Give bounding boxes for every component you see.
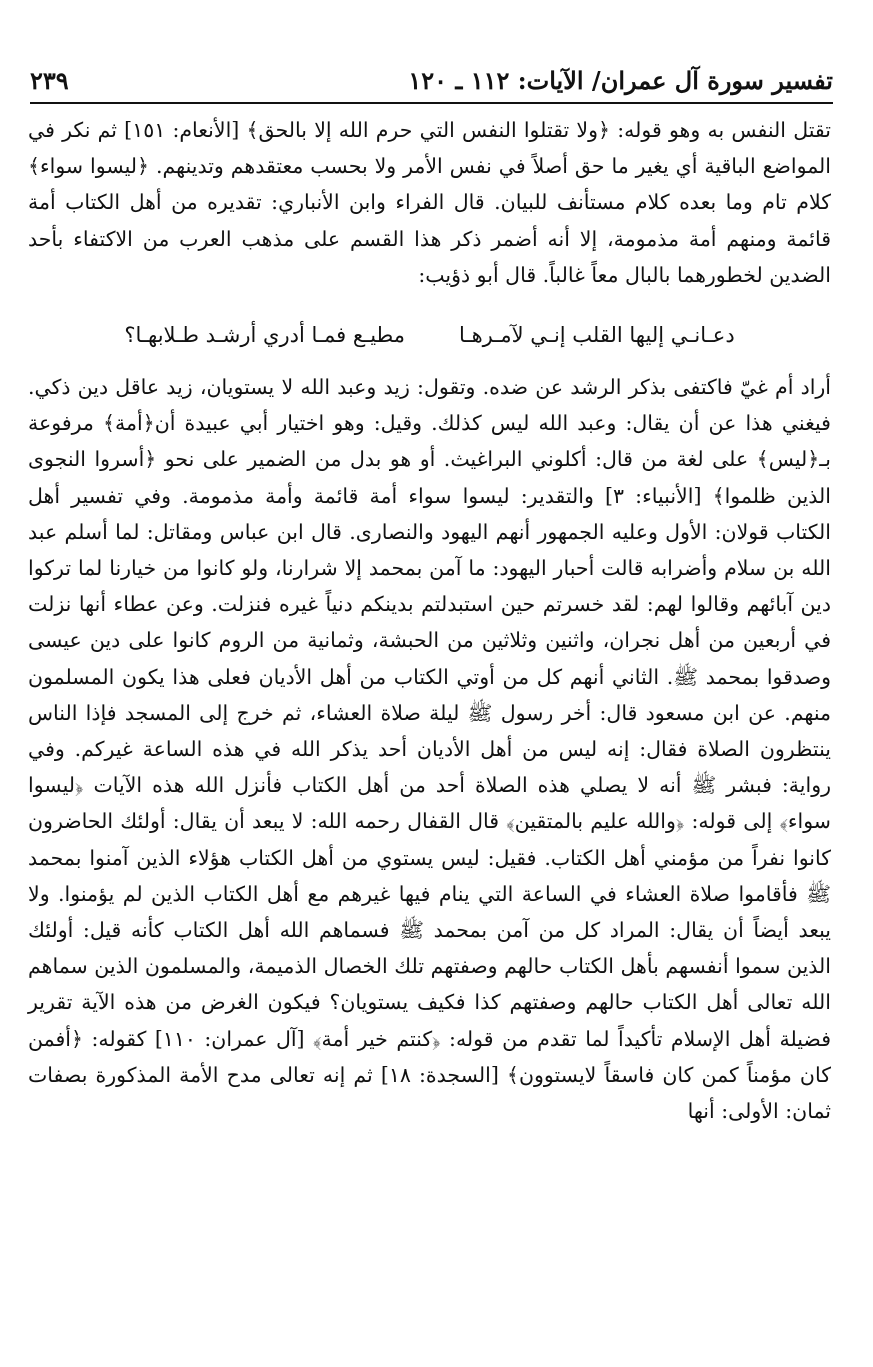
- poetry-verse: [28, 311, 831, 359]
- verse-hemistich-second: مطيـع فمـا أدري أرشـد طـلابهـا؟: [124, 322, 406, 347]
- page-number: ٢٣٩: [30, 65, 69, 95]
- paragraph-2: أراد أم غيّ فاكتفى بذكر الرشد عن ضده. وتقول: زيد وعبد الله لا يستويان، زيد عاقل دين ذكي. فيغني هذا عن أن يقال: وعبد الله ليس كذلك. وقيل: وهو اختيار أبي عبيدة أن﴿أمة﴾ مرفوعة بـ﴿ليس﴾ على لغة من قال: أكلوني البراغيث. أو هو بدل من الضمير على نحو ﴿أسروا النجوى الذين ظلموا﴾ [الأنبياء: ٣] والتقدير: ليسوا سواء أمة قائمة وأمة مذمومة. وفي تفسير أهل الكتاب قولان: الأول وعليه الجمهور أنهم اليهود والنصارى. قال ابن عباس ومقاتل: لما أسلم عبد الله بن سلام وأضرابه قالت أحبار اليهود: ما آمن بمحمد إلا شرارنا، ولو كانوا من خيارنا لما تركوا دين آبائهم وقالوا لهم: لقد خسرتم حين استبدلتم بدينكم دنياً غيره فنزلت. وعن عطاء أنها نزلت في أربعين من أهل نجران، واثنين وثلاثين من الحبشة، وثمانية من الروم كانوا على دين عيسى وصدقوا بمحمد ﷺ. الثاني أنهم كل من أوتي الكتاب من أهل الأديان فعلى هذا يكون المسلمون منهم. عن ابن مسعود قال: أخر رسول ﷺ ليلة صلاة العشاء، ثم خرج إلى المسجد فإذا الناس ينتظرون الصلاة فقال: إنه ليس من أهل الأديان أحد يذكر الله في هذه الساعة غيركم. وفي رواية: فبشر ﷺ أنه لا يصلي هذه الصلاة أحد من أهل الكتاب فأنزل الله هذه الآيات ﴿ليسوا سواء﴾ إلى قوله: ﴿والله عليم بالمتقين﴾ قال القفال رحمه الله: لا يبعد أن يقال: أولئك الحاضرون كانوا نفراً من مؤمني أهل الكتاب. فقيل: ليس يستوي من أهل الكتاب هؤلاء الذين آمنوا بمحمد ﷺ فأقاموا صلاة العشاء في الساعة التي ينام فيها غيرهم مع أهل الكتاب الذين لم يؤمنوا. ولا يبعد أيضاً أن يقال: المراد كل من آمن بمحمد ﷺ فسماهم الله أهل الكتاب كأنه قيل: أولئك الذين سموا أنفسهم بأهل الكتاب حالهم وصفتهم تلك الخصال الذميمة، والمسلمون الذين سماهم الله تعالى أهل الكتاب حالهم وصفتهم كذا فكيف يستويان؟ فيكون الغرض من هذه الآية تقرير فضيلة أهل الإسلام تأكيداً لما تقدم من قوله: ﴿كنتم خير أمة﴾ [آل عمران: ١١٠] كقوله: ﴿أفمن كان مؤمناً كمن كان فاسقاً لايستوون﴾ [السجدة: ١٨] ثم إنه تعالى مدح الأمة المذكورة بصفات ثمان: الأولى: أنها: [28, 375, 832, 1124]
- header-rule: [30, 102, 833, 104]
- body-text: [28, 112, 831, 1129]
- verse-hemistich-first: دعـانـي إليها القلب إنـي لآمـرهـا: [459, 322, 735, 347]
- running-header: [30, 58, 833, 102]
- header-title: تفسير سورة آل عمران/ الآيات: ١١٢ ـ ١٢٠: [408, 65, 833, 95]
- paragraph-1: تقتل النفس به وهو قوله: ﴿ولا تقتلوا النفس التي حرم الله إلا بالحق﴾ [الأنعام: ١٥١] ثم نكر في المواضع الباقية أي يغير ما حق أصلاً في نفس الأمر ولا بحسب معتقدهم وتدينهم. ﴿ليسوا سواء﴾ كلام تام وما بعده كلام مستأنف للبيان. قال الفراء وابن الأنباري: تقديره من أهل الكتاب أمة قائمة ومنهم أمة مذمومة، إلا أنه أضمر ذكر هذا القسم على مذهب العرب من الاكتفاء بأحد الضدين لخطورهما بالبال معاً غالباً. قال أبو ذؤيب:: [28, 118, 831, 287]
